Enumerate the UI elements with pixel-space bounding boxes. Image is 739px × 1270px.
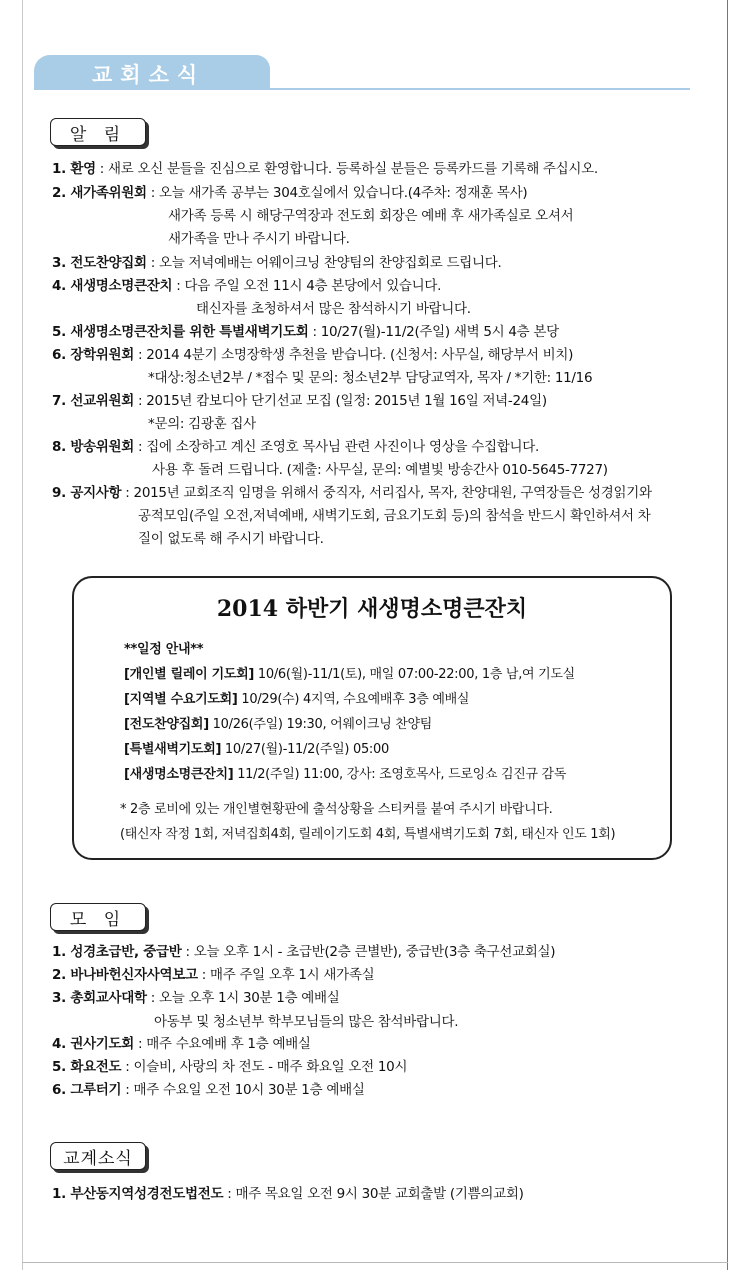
notice-item-2: 2. 새가족위원회 : 오늘 새가족 공부는 304호실에서 있습니다.(4주차: 정재훈 목사) (52, 185, 528, 201)
event-note-1: * 2층 로비에 있는 개인별현황판에 출석상황을 스티커를 붙여 주시기 바랍니다. (120, 802, 553, 817)
section-label-church-news: 교계소식 (50, 1142, 146, 1170)
page-bottom-border (22, 1262, 728, 1263)
notice-item-6: 6. 장학위원회 : 2014 4분기 소명장학생 추천을 받습니다. (신청서: 사무실, 해당부서 비치) (52, 347, 574, 363)
page-title: 교회소식 (92, 63, 206, 87)
notice-item-9-cont-2: 질이 없도록 해 주시기 바랍니다. (138, 531, 324, 547)
church-news-item-1: 1. 부산동지역성경전도법전도 : 매주 목요일 오전 9시 30분 교회출발 (기쁨의교회) (52, 1186, 524, 1202)
notice-item-2-cont-1: 새가족 등록 시 해당구역장과 전도회 회장은 예배 후 새가족실로 오셔서 (168, 208, 574, 224)
notice-item-6-cont: *대상:청소년2부 / *접수 및 문의: 청소년2부 담당교역자, 목자 / *기한: 11/16 (148, 370, 593, 386)
meeting-item-2: 2. 바나바헌신자사역보고 : 매주 주일 오후 1시 새가족실 (52, 967, 375, 983)
notice-item-4-cont: 태신자를 초청하셔서 많은 참석하시기 바랍니다. (196, 301, 471, 317)
header-underline (34, 88, 690, 90)
schedule-item: [새생명소명큰잔치] 11/2(주일) 11:00, 강사: 조영호목사, 드로잉쇼 김진규 감독 (124, 767, 567, 782)
meeting-item-3-cont: 아동부 및 청소년부 학부모님들의 많은 참석바랍니다. (154, 1014, 459, 1030)
schedule-item: [개인별 릴레이 기도회] 10/6(월)-11/1(토), 매일 07:00-22:00, 1층 남,여 기도실 (124, 667, 575, 682)
notice-item-1: 1. 환영 : 새로 오신 분들을 진심으로 환영합니다. 등록하실 분들은 등록카드를 기록해 주십시오. (52, 161, 598, 177)
notice-item-3: 3. 전도찬양집회 : 오늘 저녁예배는 어웨이크닝 찬양팀의 찬양집회로 드립니다. (52, 255, 502, 271)
schedule-heading: **일정 안내** (124, 642, 204, 657)
notice-item-5: 5. 새생명소명큰잔치를 위한 특별새벽기도회 : 10/27(월)-11/2(주일) 새벽 5시 4층 본당 (52, 324, 559, 340)
meeting-item-5: 5. 화요전도 : 이슬비, 사랑의 차 전도 - 매주 화요일 오전 10시 (52, 1059, 408, 1075)
section-label-notices: 알 림 (50, 118, 146, 146)
notice-item-7-cont: *문의: 김광훈 집사 (148, 416, 256, 432)
notice-item-8: 8. 방송위원회 : 집에 소장하고 계신 조영호 목사님 관련 사진이나 영상을 수집합니다. (52, 439, 539, 455)
notice-item-9: 9. 공지사항 : 2015년 교회조직 임명을 위해서 중직자, 서리집사, 목자, 찬양대원, 구역장들은 성경읽기와 (52, 485, 652, 501)
page-left-border (22, 0, 23, 1270)
schedule-item: [특별새벽기도회] 10/27(월)-11/2(주일) 05:00 (124, 742, 389, 757)
notice-item-2-cont-2: 새가족을 만나 주시기 바랍니다. (168, 231, 350, 247)
notice-item-4: 4. 새생명소명큰잔치 : 다음 주일 오전 11시 4층 본당에서 있습니다. (52, 278, 442, 294)
event-note-2: (태신자 작정 1회, 저녁집회4회, 릴레이기도회 4회, 특별새벽기도회 7회, 태신자 인도 1회) (120, 827, 616, 842)
schedule-item: [전도찬양집회] 10/26(주일) 19:30, 어웨이크닝 찬양팀 (124, 717, 433, 732)
meeting-item-3: 3. 총회교사대학 : 오늘 오후 1시 30분 1층 예배실 (52, 990, 340, 1006)
event-title: 2014 하반기 새생명소명큰잔치 (216, 596, 528, 622)
page-right-border (727, 0, 728, 1270)
notice-item-8-cont: 사용 후 돌려 드립니다. (제출: 사무실, 문의: 예별빛 방송간사 010-5645-7727) (152, 462, 608, 478)
section-label-meetings: 모 임 (50, 903, 146, 931)
meeting-item-6: 6. 그루터기 : 매주 수요일 오전 10시 30분 1층 예배실 (52, 1082, 365, 1098)
meeting-item-1: 1. 성경초급반, 중급반 : 오늘 오후 1시 - 초급반(2층 큰별반), 중급반(3층 축구선교회실) (52, 944, 556, 960)
notice-item-7: 7. 선교위원회 : 2015년 캄보디아 단기선교 모집 (일정: 2015년 1월 16일 저녁-24일) (52, 393, 547, 409)
meeting-item-4: 4. 권사기도회 : 매주 수요예배 후 1층 예배실 (52, 1036, 311, 1052)
event-box (72, 576, 672, 860)
notice-item-9-cont-1: 공적모임(주일 오전,저녁예배, 새벽기도회, 금요기도회 등)의 참석을 반드시 확인하셔서 차 (138, 508, 651, 524)
schedule-item: [지역별 수요기도회] 10/29(수) 4지역, 수요예배후 3층 예배실 (124, 692, 470, 707)
